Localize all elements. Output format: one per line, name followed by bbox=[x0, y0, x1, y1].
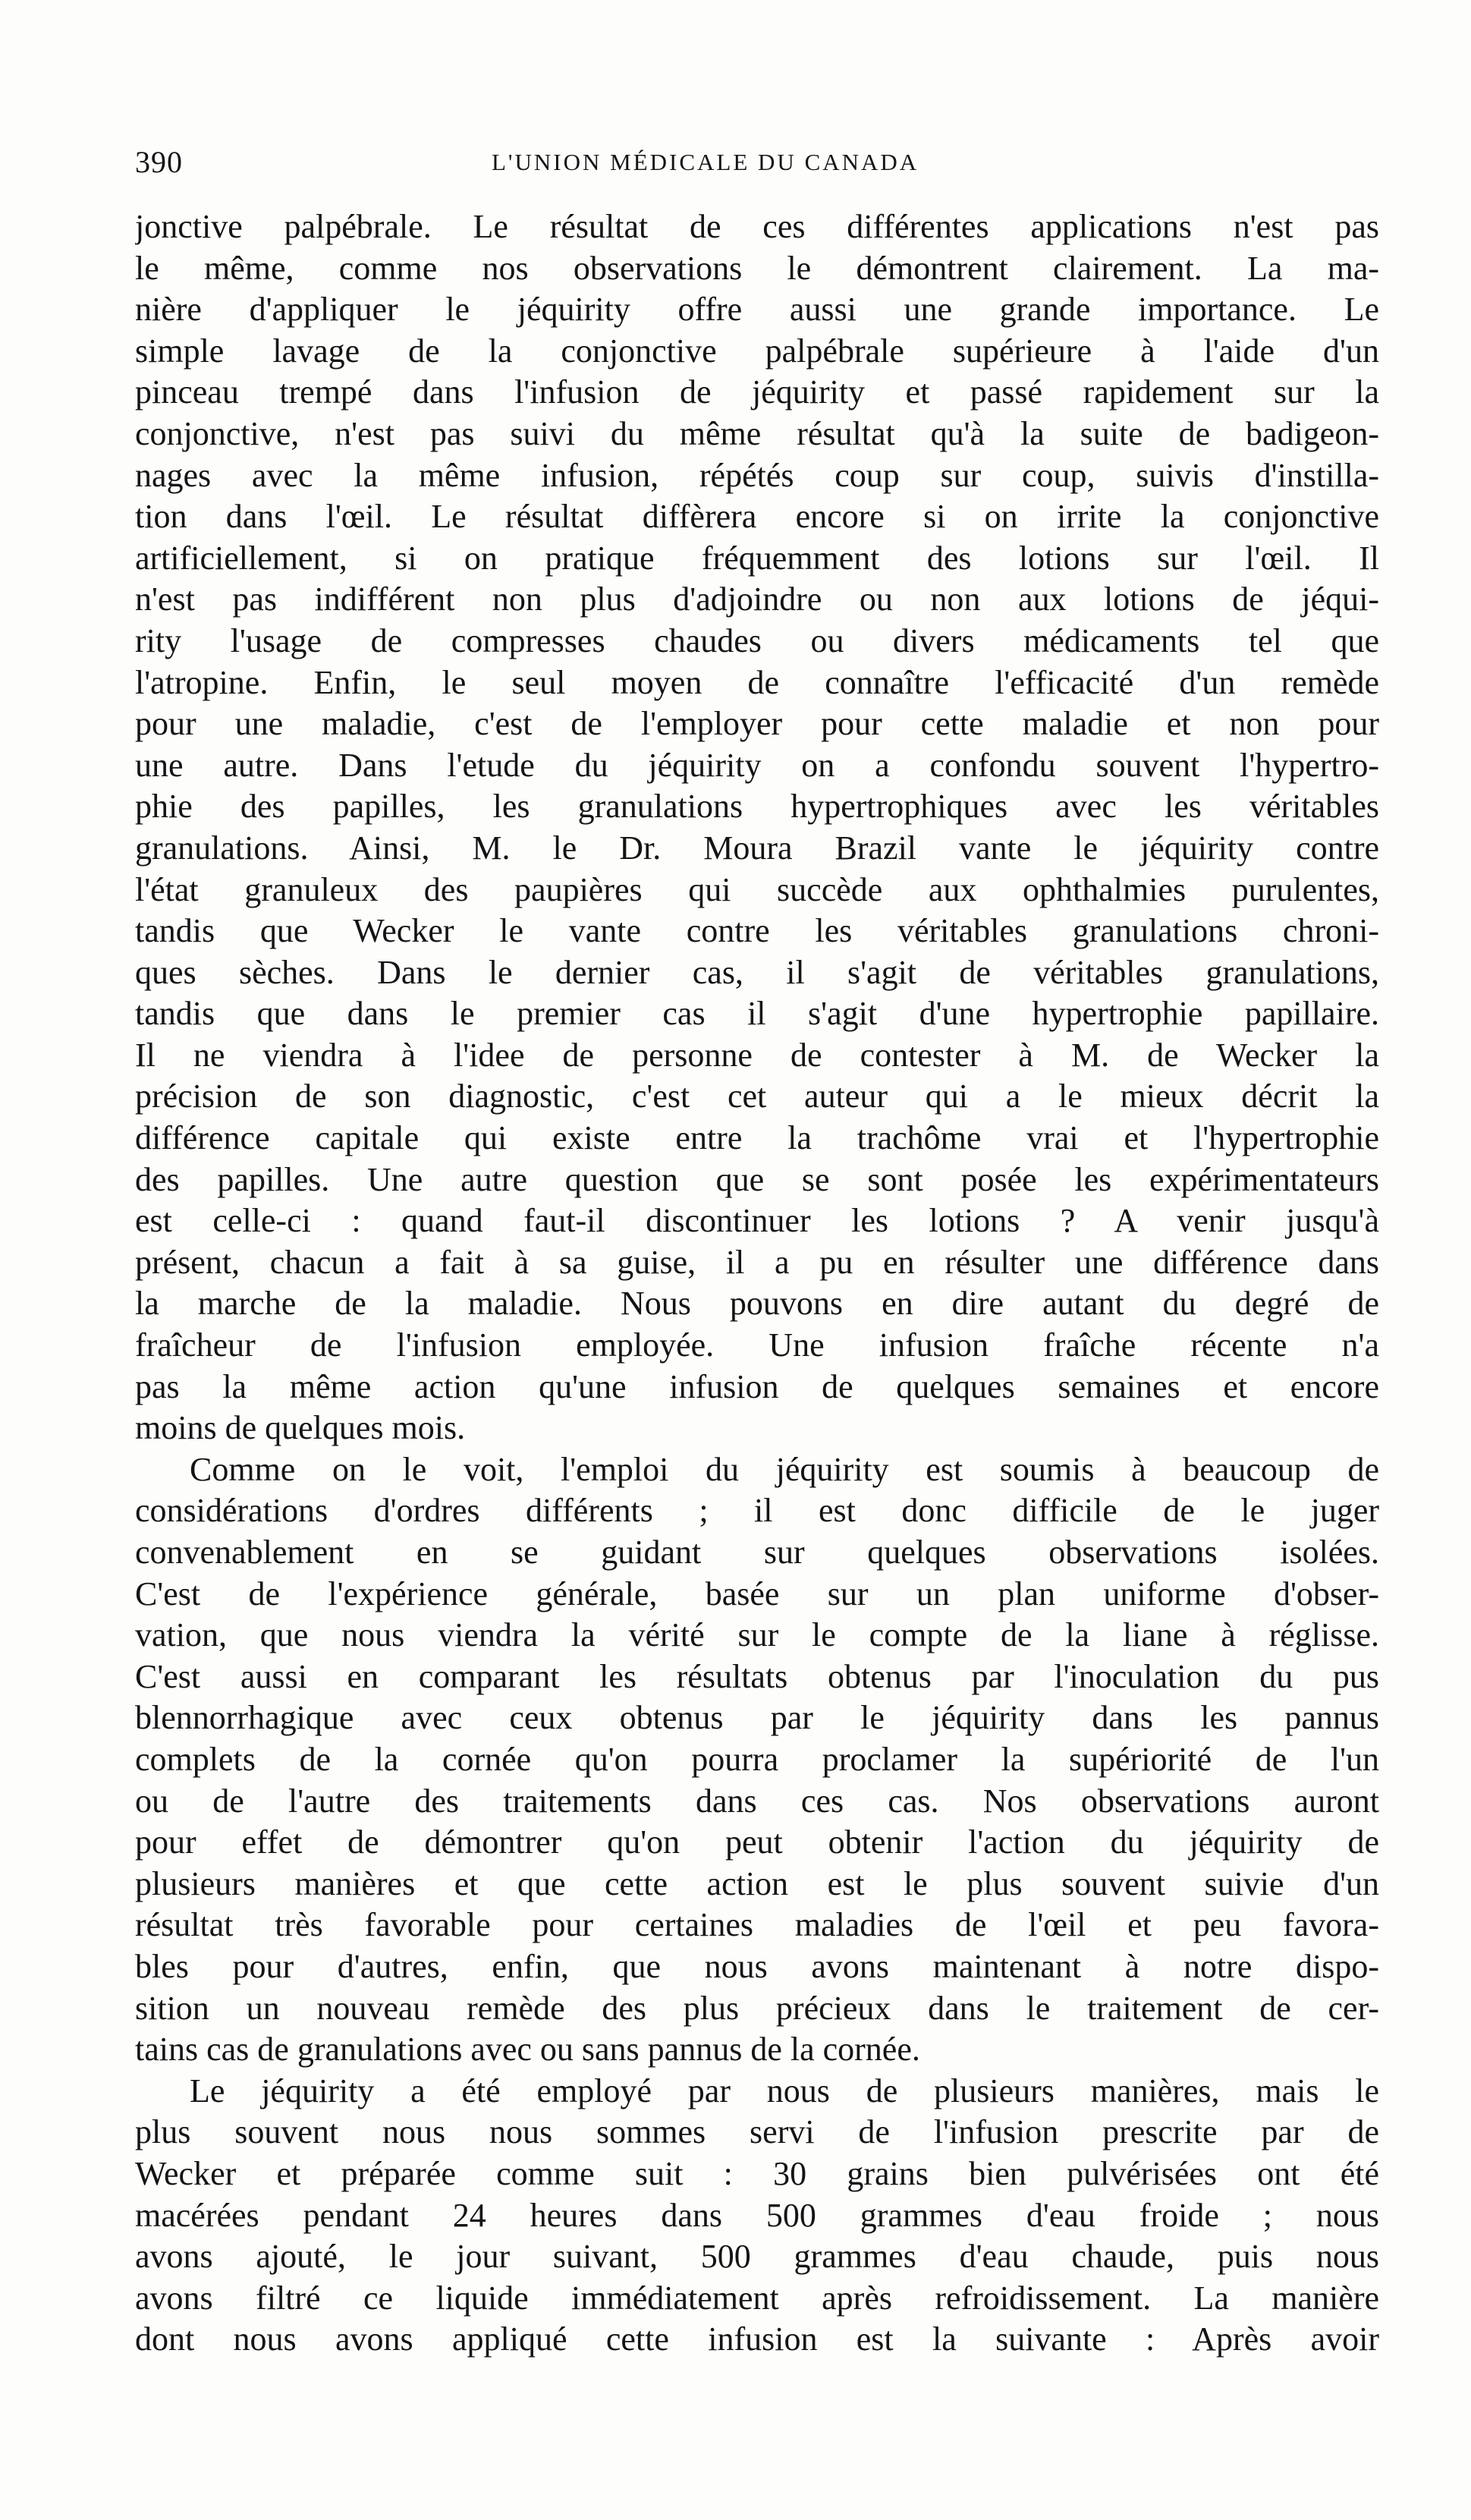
text-line: pour effet de démontrer qu'on peut obtenir l'action du jéquirity de bbox=[135, 1823, 1379, 1861]
text-line: une autre. Dans l'etude du jéquirity on a confondu souvent l'hypertro- bbox=[135, 746, 1379, 784]
text-line: macérées pendant 24 heures dans 500 grammes d'eau froide ; nous bbox=[135, 2196, 1379, 2234]
text-line: convenablement en se guidant sur quelques observations isolées. bbox=[135, 1534, 1379, 1571]
text-line: présent, chacun a fait à sa guise, il a pu en résulter une différence dans bbox=[135, 1243, 1379, 1281]
text-line: dont nous avons appliqué cette infusion est la suivante : Après avoir bbox=[135, 2320, 1379, 2358]
text-line: conjonctive, n'est pas suivi du même résultat qu'à la suite de badigeon- bbox=[135, 414, 1379, 452]
text-line: C'est de l'expérience générale, basée sur un plan uniforme d'obser- bbox=[135, 1575, 1379, 1612]
text-line: plus souvent nous nous sommes servi de l'infusion prescrite par de bbox=[135, 2113, 1379, 2151]
text-line: Wecker et préparée comme suit : 30 grains bien pulvérisées ont été bbox=[135, 2154, 1379, 2192]
text-line: moins de quelques mois. bbox=[135, 1409, 466, 1447]
text-line: avons filtré ce liquide immédiatement après refroidissement. La manière bbox=[135, 2279, 1379, 2317]
text-line: la marche de la maladie. Nous pouvons en dire autant du degré de bbox=[135, 1285, 1379, 1323]
text-line: sition un nouveau remède des plus précieux dans le traitement de cer- bbox=[135, 1989, 1379, 2027]
text-line: pinceau trempé dans l'infusion de jéquirity et passé rapidement sur la bbox=[135, 373, 1379, 411]
text-line: phie des papilles, les granulations hypertrophiques avec les véritables bbox=[135, 788, 1379, 826]
text-line: Le jéquirity a été employé par nous de plusieurs manières, mais le bbox=[190, 2072, 1379, 2109]
text-line: nages avec la même infusion, répétés coup sur coup, suivis d'instilla- bbox=[135, 456, 1379, 494]
text-line: jonctive palpébrale. Le résultat de ces différentes applications n'est pas bbox=[135, 208, 1379, 245]
text-line: tion dans l'œil. Le résultat diffèrera encore si on irrite la conjonctive bbox=[135, 498, 1379, 536]
text-line: le même, comme nos observations le démontrent clairement. La ma- bbox=[135, 249, 1379, 287]
page-number: 390 bbox=[135, 145, 183, 179]
text-line: précision de son diagnostic, c'est cet auteur qui a le mieux décrit la bbox=[135, 1078, 1379, 1115]
text-line: l'état granuleux des paupières qui succède aux ophthalmies purulentes, bbox=[135, 870, 1379, 908]
text-line: pas la même action qu'une infusion de quelques semaines et encore bbox=[135, 1367, 1379, 1405]
text-line: rity l'usage de compresses chaudes ou divers médicaments tel que bbox=[135, 621, 1379, 659]
text-line: C'est aussi en comparant les résultats obtenus par l'inoculation du pus bbox=[135, 1657, 1379, 1695]
text-line: des papilles. Une autre question que se sont posée les expérimentateurs bbox=[135, 1160, 1379, 1198]
text-line: bles pour d'autres, enfin, que nous avons maintenant à notre dispo- bbox=[135, 1947, 1379, 1985]
text-line: pour une maladie, c'est de l'employer pour cette maladie et non pour bbox=[135, 705, 1379, 743]
text-line: ou de l'autre des traitements dans ces cas. Nos observations auront bbox=[135, 1782, 1379, 1820]
text-line: Comme on le voit, l'emploi du jéquirity est soumis à beaucoup de bbox=[190, 1450, 1379, 1488]
text-line: ques sèches. Dans le dernier cas, il s'agit de véritables granulations, bbox=[135, 953, 1379, 991]
text-line: plusieurs manières et que cette action est le plus souvent suivie d'un bbox=[135, 1864, 1379, 1902]
text-line: vation, que nous viendra la vérité sur le compte de la liane à réglisse. bbox=[135, 1616, 1379, 1654]
text-line: est celle-ci : quand faut-il discontinuer les lotions ? A venir jusqu'à bbox=[135, 1202, 1379, 1240]
text-line: l'atropine. Enfin, le seul moyen de connaître l'efficacité d'un remède bbox=[135, 663, 1379, 701]
text-line: nière d'appliquer le jéquirity offre aussi une grande importance. Le bbox=[135, 291, 1379, 329]
text-line: fraîcheur de l'infusion employée. Une infusion fraîche récente n'a bbox=[135, 1326, 1379, 1364]
text-line: artificiellement, si on pratique fréquemment des lotions sur l'œil. Il bbox=[135, 539, 1379, 577]
text-line: considérations d'ordres différents ; il est donc difficile de le juger bbox=[135, 1492, 1379, 1530]
body-text bbox=[135, 206, 1379, 2361]
text-line: complets de la cornée qu'on pourra proclamer la supériorité de l'un bbox=[135, 1740, 1379, 1778]
text-line: simple lavage de la conjonctive palpébrale supérieure à l'aide d'un bbox=[135, 332, 1379, 370]
text-line: blennorrhagique avec ceux obtenus par le jéquirity dans les pannus bbox=[135, 1699, 1379, 1737]
text-line: n'est pas indifférent non plus d'adjoindre ou non aux lotions de jéqui- bbox=[135, 580, 1379, 618]
text-line: tains cas de granulations avec ou sans pannus de la cornée. bbox=[135, 2031, 920, 2069]
text-line: Il ne viendra à l'idee de personne de contester à M. de Wecker la bbox=[135, 1036, 1379, 1074]
text-line: tandis que dans le premier cas il s'agit d'une hypertrophie papillaire. bbox=[135, 995, 1379, 1033]
text-line: avons ajouté, le jour suivant, 500 grammes d'eau chaude, puis nous bbox=[135, 2238, 1379, 2276]
running-head bbox=[135, 144, 1379, 182]
text-line: différence capitale qui existe entre la trachôme vrai et l'hypertrophie bbox=[135, 1119, 1379, 1157]
journal-title: L'UNION MÉDICALE DU CANADA bbox=[492, 149, 919, 175]
text-line: résultat très favorable pour certaines maladies de l'œil et peu favora- bbox=[135, 1906, 1379, 1944]
text-line: granulations. Ainsi, M. le Dr. Moura Brazil vante le jéquirity contre bbox=[135, 829, 1379, 867]
text-line: tandis que Wecker le vante contre les véritables granulations chroni- bbox=[135, 912, 1379, 950]
